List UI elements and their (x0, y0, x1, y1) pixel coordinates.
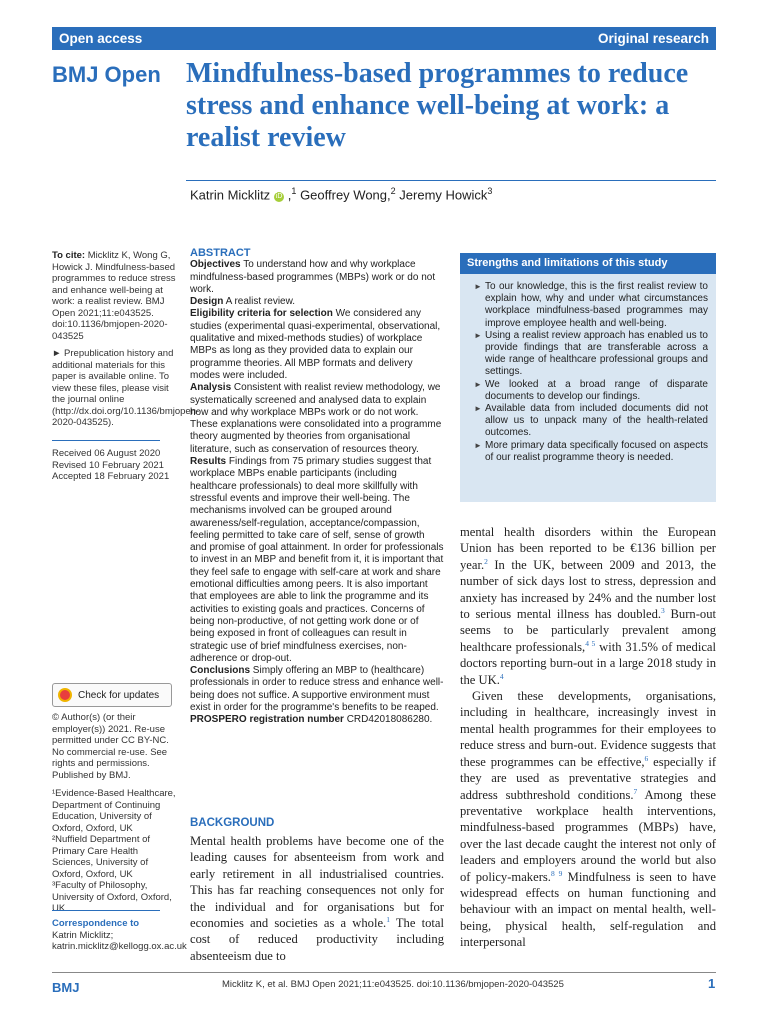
body-paragraph: Given these developments, organisations, including in healthcare, increasingly invest in mental health programmes for their employees to reduce stress and burn-out. Evidence suggests that these programmes can be effective,$^6$ especially if they are used as preventative strategies and address subthreshold conditions.$^7$ Among these preventative workplace health interventions, mindfulness-based programmes (MBPs) have, over the last decade caught the interest not only of leaders and employers around the world but also of policy-makers.$^{8 9}$ Mindfulness is seen to have widespread effects on human functioning and behaviour with an impact on mental health, well-being, physical health, self-regulation and interpersonal (460, 689, 717, 950)
list-item: ► Available data from included documents did not allow us to unpack many of the health-related outcomes. (474, 403, 708, 440)
strengths-heading: Strengths and limitations of this study (460, 253, 716, 274)
sidebar-divider (52, 440, 160, 441)
bmj-footer-logo: BMJ (52, 980, 80, 995)
background-heading: BACKGROUND (190, 817, 275, 829)
body-paragraph: mental health disorders within the European Union has been reported to be €136 billion per year.$^2$ In the UK, between 2009 and 2013, the number of sick days lost to stress, depression and anxiety has increased by 24% and the number lost to serious mental illness has doubled.$^3$ Burn-out seems to be particularly prevalent among healthcare professionals,$^{4 5}$ with 31.5% of medical doctors reporting burn-out in a large 2018 study in the UK.$^4$ (460, 525, 716, 687)
article-title: Mindfulness-based programmes to reduce stress and enhance well-being at work: a realist review (186, 58, 689, 153)
author-divider (186, 180, 716, 181)
affiliation-1: ¹Evidence-Based Healthcare, Department of Continuing Education, University of Oxford, Oxford, UK (52, 788, 176, 834)
list-item: ► More primary data specifically focused on aspects of our realist programme theory is needed. (474, 440, 708, 464)
copyright-block: © Author(s) (or their employer(s)) 2021. Re-use permitted under CC BY-NC. No commercial re-use. See rights and permissions. Published by BMJ. (52, 712, 169, 781)
prospero-id: CRD42018086280. (346, 714, 433, 726)
body-column-right (460, 524, 716, 951)
footer-divider (52, 972, 716, 973)
ref-link[interactable]: 6 (644, 753, 649, 763)
affiliation-3: ³Faculty of Philosophy, University of Oxford, Oxford, UK (52, 880, 172, 914)
affiliations (52, 788, 180, 915)
background-paragraph: Mental health problems have become one of the leading causes for absenteeism from work and early retirement in all industrialised countries. This has far reaching consequences not only for the individual and for organisations but for economies and societies as a whole.$^1$ The total cost of reduced productivity including absenteeism due to (190, 834, 444, 963)
top-banner (52, 27, 716, 50)
check-updates-icon (58, 688, 72, 702)
ref-link[interactable]: 8 9 (550, 868, 563, 878)
conclusions-text: Simply offering an MBP to (healthcare) professionals in order to reduce stress and enhance well-being does not suffice. A supportive environment must exist in order for the programme's benefits to be reaped. (190, 665, 444, 713)
ref-link[interactable]: 3 (661, 605, 665, 615)
revised-date: Revised 10 February 2021 (52, 459, 164, 471)
design-text: A realist review. (225, 296, 296, 308)
accepted-date: Accepted 18 February 2021 (52, 471, 170, 482)
strengths-limitations-box (460, 253, 716, 502)
author-2[interactable]: Geoffrey Wong, (300, 187, 391, 203)
ref-link[interactable]: 4 (499, 671, 504, 681)
prepub-note: ► Prepublication history and additional materials for this paper is available online. To view these files, please visit the journal online (http://dx.doi.org/10.1136/bmjopen-2020-043525). (52, 348, 200, 428)
ref-link[interactable]: 7 (633, 786, 638, 796)
analysis-text: Consistent with realist review methodology, we systematically screened and analysed data to explain how and why workplace MBPs work or do not work. These explanations were consolidated into a programme theory augmented by theories from organisational literature, such as conservation of resources theory. (190, 382, 442, 455)
correspondence-name: Katrin Micklitz; (52, 929, 114, 941)
received-date: Received 06 August 2020 (52, 448, 161, 459)
sidebar-divider-2 (52, 910, 160, 911)
cite-text: Micklitz K, Wong G, Howick J. Mindfulness-based programmes to reduce stress and enhance well-being at work: a realist review. BMJ Open 2021;11:e043525. doi:10.1136/bmjopen-2020-043525 (52, 250, 176, 342)
check-updates-button[interactable] (52, 683, 172, 707)
citation-block (52, 250, 180, 342)
page-number: 1 (708, 976, 716, 991)
abstract: ABSTRACT Objectives To understand how and why workplace mindfulness-based programmes (MBPs) work or do not work. Design A realist review. Eligibility criteria for selection We considered any studies (experimental quasi-experimental, observational, qualitative and mixed-methods studies) of workplace MBPs as long as they provided data to explain our programme theories. All MBP formats and delivery modes were included. Analysis Consistent with realist review methodology, we systematically screened and analysed data to explain how and why workplace MBPs work or do not work. These explanations were consolidated into a programme theory augmented by theories from organisational literature, such as conservation of resources theory. Results Findings from 75 primary studies suggest that workplace MBPs enable participants (including healthcare professionals) to deal more skillfully with stressful events and improve their well-being. The mechanisms involved can be grouped around awareness/self-regulation, acceptance/compassion, feeling permitted to take care of self, sense of growth and promise of goal attainment. In order for professionals to invest in an MBP and benefit from it, it is important that they feel safe to engage with self-care at work and share emotional difficulties among peers. It is also important that employees are able to link the programme and its activities to existing goals and practices. Concerns of being non-productive, of not getting work done or of being exposed in front of colleagues can result in strategic use of brief mindfulness exercises, non-adherence or drop-out. Conclusions Simply offering an MBP to (healthcare) professionals in order to reduce stress and enhance well-being does not suffice. A supportive environment must exist in order for the programme's benefits to be reaped. PROSPERO registration number CRD42018086280. (190, 247, 444, 726)
list-item: ► To our knowledge, this is the first realist review to explain how, why and under what circumstances workplace mindfulness-based programmes may improve employee health and well-being. (474, 281, 708, 330)
author-3[interactable]: Jeremy Howick (399, 187, 488, 203)
correspondence-block (52, 918, 187, 953)
author-1[interactable]: Katrin Micklitz (190, 187, 271, 203)
footer-citation[interactable]: Micklitz K, et al. BMJ Open 2021;11:e043525. doi:10.1136/bmjopen-2020-043525 (222, 979, 564, 990)
list-item: ► We looked at a broad range of disparate documents to develop our findings. (474, 379, 708, 403)
objectives-text: To understand how and why workplace mindfulness-based programmes (MBPs) work or do not work. (190, 259, 436, 295)
correspondence-email[interactable]: katrin.micklitz@kellogg.ox.ac.uk (52, 941, 187, 952)
article-type-label: Original research (597, 31, 709, 46)
results-text: Findings from 75 primary studies suggest that workplace MBPs enable participants (including healthcare professionals) to deal more skillfully with stressful events and improve their well-being. The mechanisms involved can be grouped around awareness/self-regulation, acceptance/compassion, feeling permitted to take care of self, sense of growth and promise of goal attainment. In order for professionals to invest in an MBP and benefit from it, it is important that they feel safe to engage with self-care at work and share emotional difficulties among peers. It is also important that employees are able to link the programme and its activities to existing goals and practices. Concerns of being non-productive, of not getting work done or of being exposed in front of colleagues can result in strategic use of brief mindfulness exercises, non-adherence or drop-out. (190, 456, 444, 664)
cite-label: To cite: (52, 250, 86, 261)
journal-logo: BMJ Open (52, 62, 161, 87)
dates-block (52, 448, 180, 483)
open-access-label: Open access (59, 31, 143, 46)
ref-link[interactable]: 4 5 (585, 638, 596, 648)
orcid-icon[interactable]: iD (275, 193, 283, 201)
abstract-heading: ABSTRACT (190, 247, 251, 259)
ref-link[interactable]: 2 (484, 556, 488, 566)
ref-link[interactable]: 1 (386, 914, 390, 924)
check-updates-label: Check for updates (78, 689, 160, 701)
correspondence-label: Correspondence to (52, 918, 140, 929)
affiliation-2: ²Nuffield Department of Primary Care Health Sciences, University of Oxford, Oxford, UK (52, 834, 151, 880)
strengths-list (460, 281, 716, 464)
author-list: Katrin Micklitz iD ,$^1$ Geoffrey Wong,$^2$ Jeremy Howick$^3$ (190, 186, 493, 203)
list-item: ► Using a realist review approach has enabled us to provide findings that are transferable across a wide range of healthcare professional groups and settings. (474, 330, 708, 379)
eligibility-text: We considered any studies (experimental quasi-experimental, observational, qualitative and mixed-methods studies) of workplace MBPs as long as they provided data to explain our programme theories. All MBP formats and delivery modes were included. (190, 308, 441, 381)
